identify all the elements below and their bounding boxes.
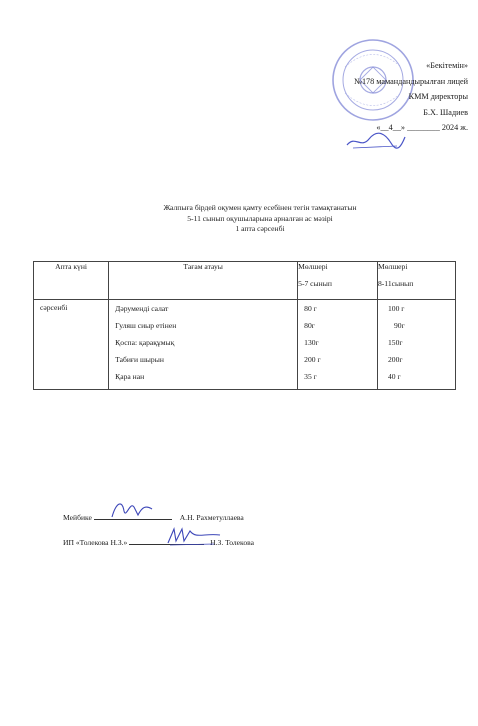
approval-heading: «Бекітемін» <box>426 61 468 70</box>
menu-title <box>60 203 460 235</box>
header-amount-5-7-label: Мөлшері <box>298 262 328 271</box>
dish-item: Дәруменді салат <box>115 304 169 313</box>
amount-8-11: 100 г <box>387 304 405 313</box>
nurse-signature <box>108 497 156 521</box>
ip-signature-line <box>63 535 254 547</box>
header-day: Апта күні <box>34 262 109 300</box>
amount-8-11: 150г <box>387 338 403 347</box>
amounts-8-11-cell <box>377 300 455 390</box>
header-amount-8-11-grade: 8-11сынып <box>377 279 414 288</box>
amount-5-7: 80 г <box>304 304 317 313</box>
table-row <box>34 300 456 390</box>
nurse-name: А.Н. Рахметуллаева <box>179 513 244 522</box>
header-amount-5-7 <box>298 262 378 300</box>
title-line-3: 1 апта сәрсенбі <box>235 224 285 233</box>
dishes-cell <box>109 300 298 390</box>
ip-label: ИП «Толекова Н.З.» <box>63 538 128 547</box>
dish-item: Қоспа: қарақұмық <box>115 338 175 347</box>
title-line-2: 5-11 сынып оқушыларына арналған ас мәзірі <box>187 213 333 223</box>
approval-date: «__4__» ________ 2024 ж. <box>376 123 468 132</box>
ip-name: Н.З. Толекова <box>210 538 255 547</box>
amount-8-11: 40 г <box>387 372 401 381</box>
header-dish: Тағам атауы <box>109 262 298 300</box>
approval-director-name: Б.Х. Шадиев <box>423 107 468 117</box>
amount-5-7: 80г <box>304 321 315 330</box>
dish-item: Гуляш сиыр етінен <box>115 321 177 330</box>
approval-school: №178 мамандандырылған лицей <box>354 76 468 86</box>
amount-5-7: 200 г <box>304 355 321 364</box>
approval-position: КММ директоры <box>408 92 468 101</box>
header-amount-5-7-grade: 5-7 сынып <box>298 279 332 288</box>
table-header-row <box>34 262 456 300</box>
menu-table <box>33 261 456 390</box>
ip-signature <box>164 525 224 547</box>
amounts-5-7-cell <box>298 300 378 390</box>
amount-8-11: 90г <box>393 321 405 330</box>
dish-item: Қара нан <box>115 372 145 381</box>
nurse-label: Мейбике <box>63 513 92 522</box>
title-line-1: Жалпыға бірдей оқумен қамту есебінен тегін тамақтанатын <box>163 203 357 212</box>
approval-block <box>300 58 468 136</box>
header-amount-8-11-label: Мөлшері <box>377 262 408 271</box>
amount-5-7: 130г <box>304 338 319 347</box>
header-amount-8-11 <box>377 262 455 300</box>
day-cell: сәрсенбі <box>34 300 109 390</box>
amount-8-11: 200г <box>387 355 403 364</box>
amount-5-7: 35 г <box>304 372 317 381</box>
dish-item: Табиғи шырын <box>115 355 164 364</box>
